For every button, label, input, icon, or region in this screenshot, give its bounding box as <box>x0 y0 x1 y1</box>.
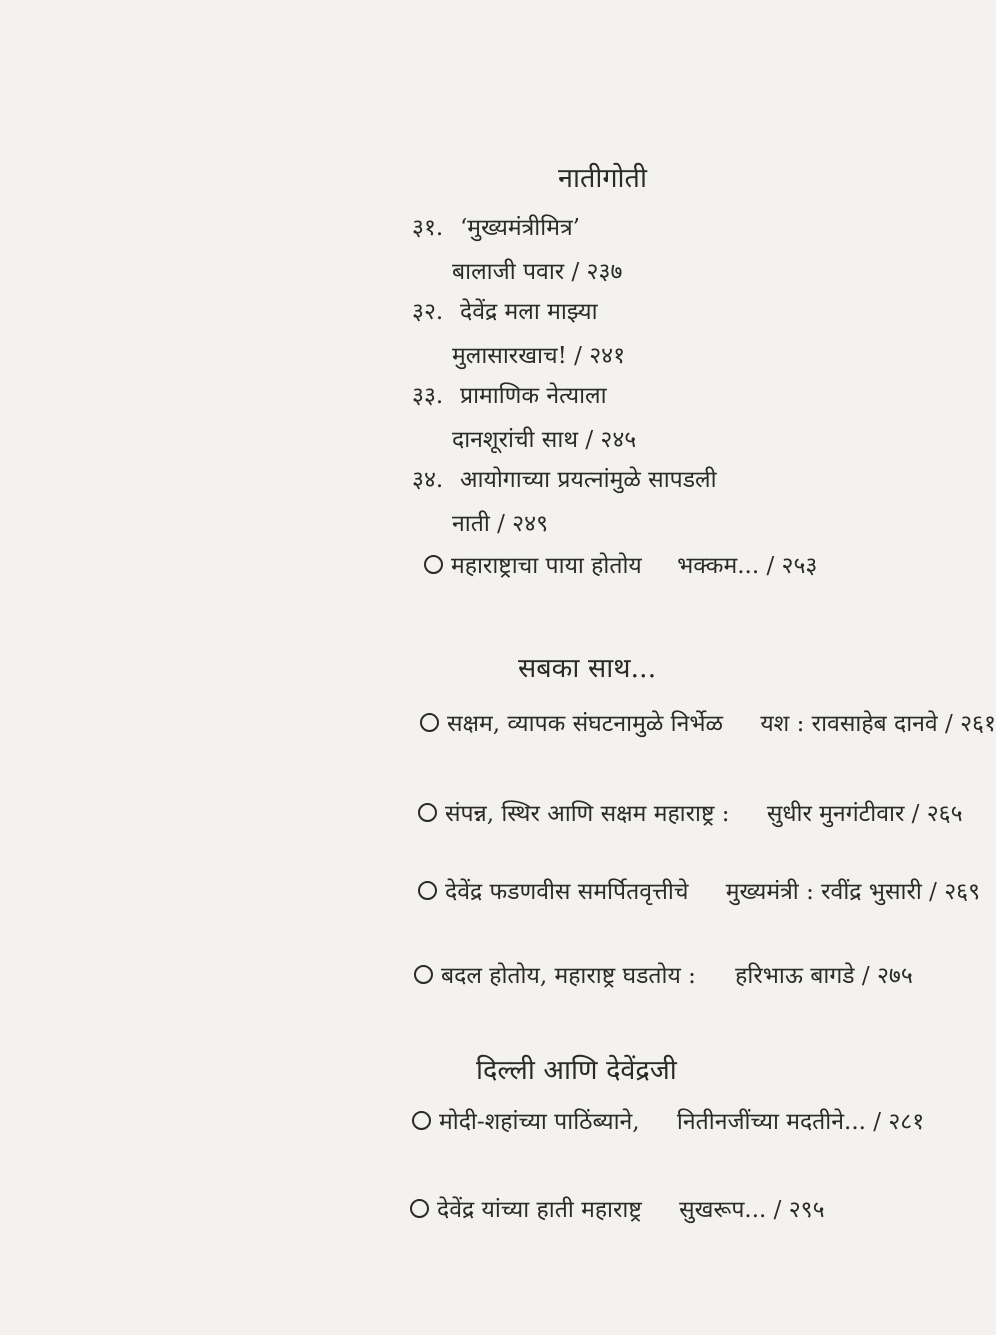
section-heading: सबका साथ... <box>518 653 657 684</box>
circle-bullet-icon <box>418 803 437 822</box>
entry-author-page: नाती / २४९ <box>452 511 549 537</box>
entry-title: मोदी-शहांच्या पाठिंब्याने, <box>439 1109 640 1135</box>
entry-author-page: नितीनजींच्या मदतीने... / २८१ <box>676 1109 925 1135</box>
entry-number: ३२. <box>412 299 444 325</box>
entry-title: सक्षम, व्यापक संघटनामुळे निर्भेळ <box>447 711 723 737</box>
section-heading: नातीगोती <box>558 163 647 194</box>
entry-number: ३१. <box>412 215 444 241</box>
entry-title: बदल होतोय, महाराष्ट्र घडतोय : <box>441 963 696 989</box>
entry-title: देवेंद्र फडणवीस समर्पितवृत्तीचे <box>445 879 689 905</box>
entry-title: संपन्न, स्थिर आणि सक्षम महाराष्ट्र : <box>445 801 730 827</box>
entry-title: ‘मुख्यमंत्रीमित्र’ <box>460 215 580 241</box>
toc-bullet-entry <box>412 1100 924 1144</box>
entry-author-page: बालाजी पवार / २३७ <box>452 259 623 285</box>
circle-bullet-icon <box>412 1111 431 1130</box>
entry-author-page: सुधीर मुनगंटीवार / २६५ <box>766 801 963 827</box>
toc-entry <box>412 206 622 294</box>
entry-author-page: भक्कम... / २५३ <box>677 553 818 579</box>
entry-author-page: दानशूरांची साथ / २४५ <box>452 427 637 453</box>
entry-author-page: यश : रावसाहेब दानवे / २६१ <box>760 711 996 737</box>
entry-number: ३३. <box>412 383 444 409</box>
circle-bullet-icon <box>420 713 439 732</box>
entry-author-page: मुलासारखाच! / २४१ <box>452 343 626 369</box>
entry-title: देवेंद्र यांच्या हाती महाराष्ट्र <box>437 1197 642 1223</box>
entry-author-page: हरिभाऊ बागडे / २७५ <box>735 963 913 989</box>
entry-number: ३४. <box>412 467 444 493</box>
entry-author-page: मुख्यमंत्री : रवींद्र भुसारी / २६९ <box>725 879 981 905</box>
entry-title: प्रामाणिक नेत्याला <box>460 383 607 409</box>
section-heading: दिल्ली आणि देवेंद्रजी <box>476 1055 677 1086</box>
entry-title: देवेंद्र मला माझ्या <box>460 299 598 325</box>
toc-bullet-entry <box>414 954 913 998</box>
toc-entry <box>412 374 636 462</box>
toc-bullet-entry <box>424 544 817 588</box>
circle-bullet-icon <box>410 1199 429 1218</box>
entry-author-page: सुखरूप... / २९५ <box>679 1197 825 1223</box>
circle-bullet-icon <box>418 881 437 900</box>
toc-bullet-entry <box>410 1188 825 1232</box>
toc-bullet-entry <box>418 792 963 836</box>
circle-bullet-icon <box>424 555 443 574</box>
entry-title: महाराष्ट्राचा पाया होतोय <box>451 553 642 579</box>
toc-bullet-entry <box>420 702 996 746</box>
toc-bullet-entry <box>418 870 980 914</box>
toc-entry <box>412 458 717 546</box>
entry-title: आयोगाच्या प्रयत्नांमुळे सापडली <box>460 467 717 493</box>
circle-bullet-icon <box>414 965 433 984</box>
toc-entry <box>412 290 625 378</box>
